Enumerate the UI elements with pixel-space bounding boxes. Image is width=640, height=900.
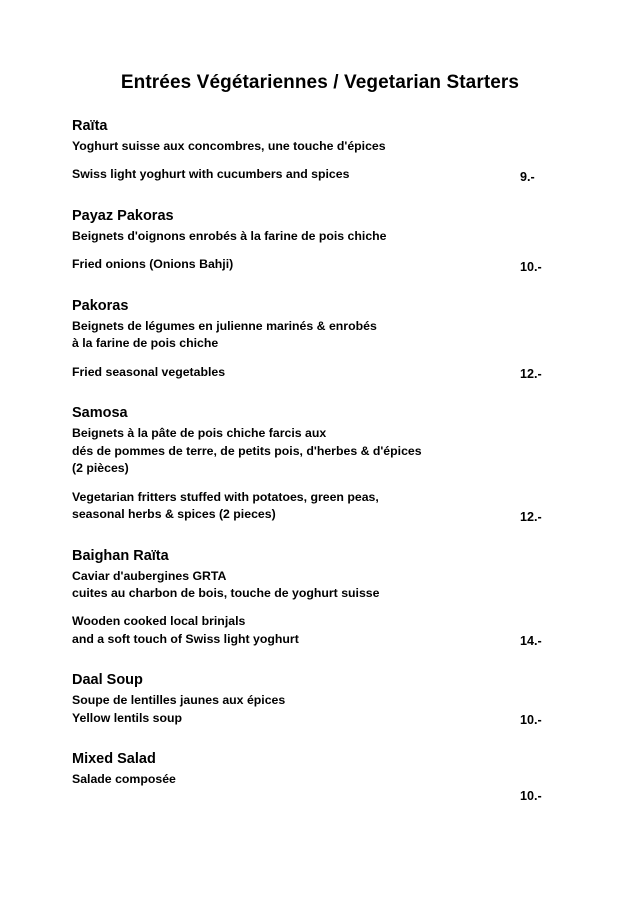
menu-item-description-fr [72, 138, 572, 155]
menu-item-price-row [72, 613, 572, 648]
menu-item-description-en [72, 489, 508, 524]
description-line: Swiss light yoghurt with cucumbers and spices [72, 167, 350, 182]
description-line: à la farine de pois chiche [72, 336, 219, 351]
description-line: Caviar d'aubergines GRTA [72, 568, 227, 583]
menu-item-name: Daal Soup [72, 672, 143, 689]
description-line: (2 pièces) [72, 461, 129, 476]
menu-item-price: 14.- [520, 634, 542, 649]
description-line: Fried seasonal vegetables [72, 364, 226, 379]
description-line: Beignets de légumes en julienne marinés & enrobés [72, 318, 377, 333]
menu-item-price: 10.- [520, 713, 542, 728]
menu-item-description-fr [72, 771, 572, 788]
menu-item-name: Samosa [72, 405, 128, 422]
menu-item-price-row [72, 789, 572, 803]
menu-item [72, 206, 572, 274]
menu-item [72, 403, 572, 523]
menu-item-description-fr [72, 692, 572, 709]
description-line: Soupe de lentilles jaunes aux épices [72, 693, 286, 708]
menu-item [72, 749, 572, 802]
menu-item-description-fr [72, 568, 572, 603]
menu-item-description-en [72, 364, 508, 381]
spacer [72, 602, 572, 613]
description-line: dés de pommes de terre, de petits pois, d'herbes & d'épices [72, 443, 422, 458]
menu-item-price: 12.- [520, 509, 542, 524]
menu-item [72, 546, 572, 649]
menu-item-price: 12.- [520, 367, 542, 382]
menu-item [72, 296, 572, 381]
menu-item-price-row [72, 710, 572, 727]
description-line: Yellow lentils soup [72, 710, 183, 725]
menu-item-description-fr [72, 318, 572, 353]
menu-item-description-en [72, 710, 508, 727]
menu-items-list [0, 116, 640, 803]
description-line: seasonal herbs & spices (2 pieces) [72, 507, 276, 522]
description-line: Vegetarian fritters stuffed with potatoes, green peas, [72, 489, 379, 504]
menu-item-price: 10.- [520, 788, 542, 803]
menu-item-price-row [72, 489, 572, 524]
menu-item-name: Mixed Salad [72, 751, 156, 768]
spacer [72, 353, 572, 364]
description-line: Beignets d'oignons enrobés à la farine de pois chiche [72, 228, 387, 243]
menu-item-price-row [72, 166, 572, 183]
description-line: Fried onions (Onions Bahji) [72, 257, 234, 272]
spacer [72, 155, 572, 166]
menu-item-price: 10.- [520, 259, 542, 274]
menu-item-name: Raïta [72, 118, 108, 134]
menu-item-description-fr [72, 228, 572, 245]
menu-item-price: 9.- [520, 169, 535, 184]
menu-item-name: Pakoras [72, 297, 129, 314]
menu-item-name: Payaz Pakoras [72, 207, 174, 224]
menu-item [72, 670, 572, 727]
description-line: Yoghurt suisse aux concombres, une touche d'épices [72, 139, 386, 154]
description-line: and a soft touch of Swiss light yoghurt [72, 631, 299, 646]
description-line: Salade composée [72, 772, 176, 787]
menu-item-description-en [72, 166, 508, 183]
menu-item [72, 116, 572, 184]
description-line: cuites au charbon de bois, touche de yoghurt suisse [72, 585, 380, 600]
menu-item-price-row [72, 364, 572, 381]
description-line: Wooden cooked local brinjals [72, 614, 246, 629]
menu-item-price-row [72, 256, 572, 273]
page-title: Entrées Végétariennes / Vegetarian Starters [120, 72, 520, 93]
menu-item-name: Baighan Raïta [72, 547, 169, 564]
description-line: Beignets à la pâte de pois chiche farcis aux [72, 426, 327, 441]
spacer [72, 478, 572, 489]
menu-item-description-en [72, 256, 508, 273]
spacer [72, 245, 572, 256]
menu-item-description-fr [72, 425, 572, 477]
menu-item-description-en [72, 613, 508, 648]
menu-page [0, 72, 640, 900]
